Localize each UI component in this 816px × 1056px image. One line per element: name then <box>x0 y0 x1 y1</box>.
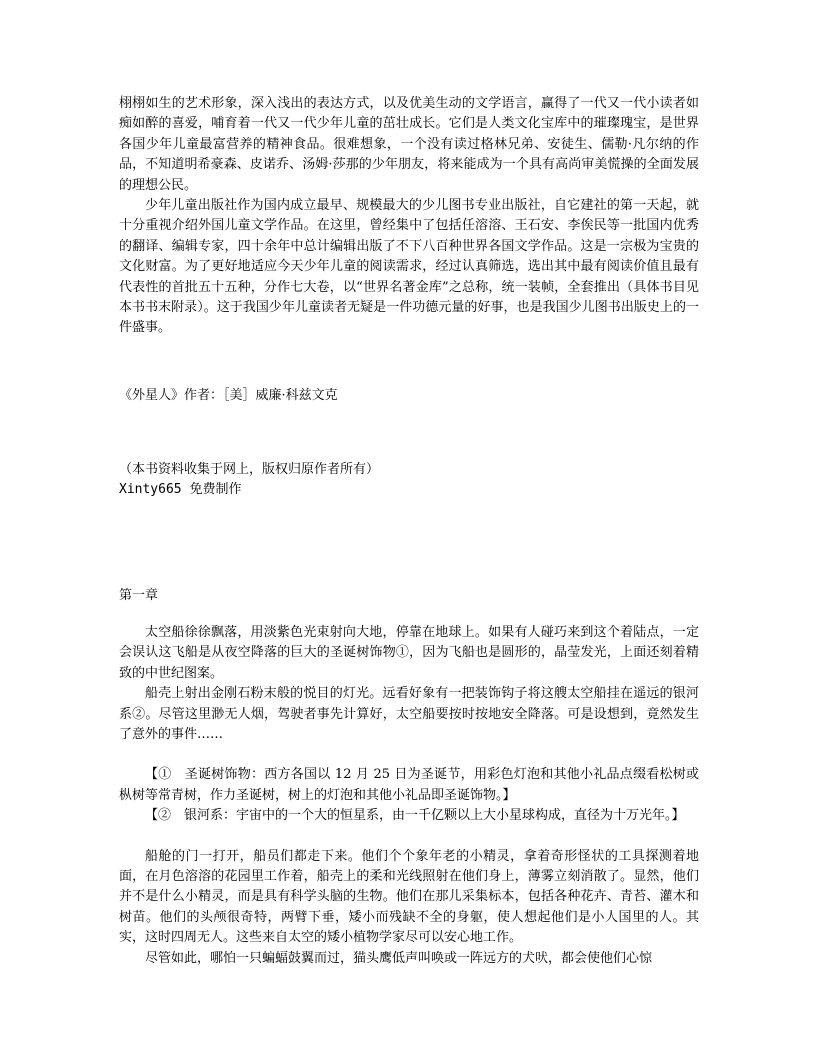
intro-paragraph-2: 少年儿童出版社作为国内成立最早、规模最大的少儿图书专业出版社，自它建社的第一天起，就十分重视介绍外国儿童文学作品。在这里，曾经集中了包括任溶溶、王石安、李俟民等一批国内优秀的翻译、编辑专家，四十余年中总计编辑出版了不下八百种世界各国文学作品。这是一宗极为宝贵的文化财富。为了更好地适应今天少年儿童的阅读需求，经过认真筛选，选出其中最有阅读价值且最有代表性的首批五十五种，分作七大卷，以“世界名著金库”之总称，统一装帧，全套推出（具体书目见本书书末附录）。这于我国少年儿童读者无疑是一件功德元量的好事，也是我国少儿图书出版史上的一件盛事。 <box>119 198 699 336</box>
chapter-paragraph-3: 船舱的门一打开，船员们都走下来。他们个个象年老的小精灵，拿着奇形怪状的工具探测着地面，在月色溶溶的花园里工作着，船壳上的柔和光线照射在他们身上，薄雾立刻消散了。显然，他们并不是什么小精灵，而是具有科学头脑的生物。他们在那儿采集标本，包括各种花卉、青苔、灌木和树苗。他们的头颅很奇特，两臂下垂，矮小而残缺不全的身躯，使人想起他们是小人国里的人。其实，这时四周无人。这些来自太空的矮小植物学家尽可以安心地工作。 <box>119 848 699 946</box>
chapter-paragraph-1: 太空船徐徐飘落，用淡紫色光束射向大地，停靠在地球上。如果有人碰巧来到这个着陆点，一定会误认这飞船是从夜空降落的巨大的圣诞树饰物①，因为飞船也是圆形的，晶莹发光，上面还刻着精致的中世纪图案。 <box>119 625 699 681</box>
source-note: （本书资料收集于网上，版权归原作者所有） <box>119 462 380 477</box>
chapter-paragraph-2: 船壳上射出金刚石粉末般的悦目的灯光。远看好象有一把装饰钩子将这艘太空船挂在遥远的银河系②。尽管这里渺无人烟，驾驶者事先计算好，太空船要按时按地安全降落。可是设想到，竟然发生了意外的事件…… <box>119 686 699 743</box>
footnote-2: 【② 银河系：宇宙中的一个大的恒星系，由一千亿颗以上大小星球构成，直径为十万光年。】 <box>145 808 685 824</box>
book-info: 《外星人》作者：［美］威廉·科兹文克 <box>119 388 338 403</box>
intro-paragraph-1: 栩栩如生的艺术形象，深入浅出的表达方式，以及优美生动的文学语言，赢得了一代又一代小读者如痴如醉的喜爱，哺育着一代又一代少年儿童的茁壮成长。它们是人类文化宝库中的璀璨瑰宝，是世界各国少年儿童最富营养的精神食品。很难想象，一个没有读过格林兄弟、安徒生、儒勒·凡尔纳的作品，不知道明希豪森、皮诺乔、汤姆·莎那的少年朋友，将来能成为一个具有高尚审美慌操的全面发展的理想公民。 <box>119 96 699 193</box>
chapter-paragraph-4: 尽管如此，哪怕一只蝙蝠鼓翼而过，猫头鹰低声叫唤或一阵远方的犬吠，都会使他们心惊 <box>145 950 653 966</box>
chapter-body <box>119 623 699 969</box>
chapter-title: 第一章 <box>119 588 159 603</box>
intro-section <box>119 94 699 339</box>
producer-note: Xinty665 免费制作 <box>119 482 242 497</box>
footnote-1: 【① 圣诞树饰物：西方各国以 12 月 25 日为圣诞节，用彩色灯泡和其他小礼品点缀看松树或枞树等常青树，作力圣诞树，树上的灯泡和其他小礼品即圣诞饰物。】 <box>119 767 699 803</box>
